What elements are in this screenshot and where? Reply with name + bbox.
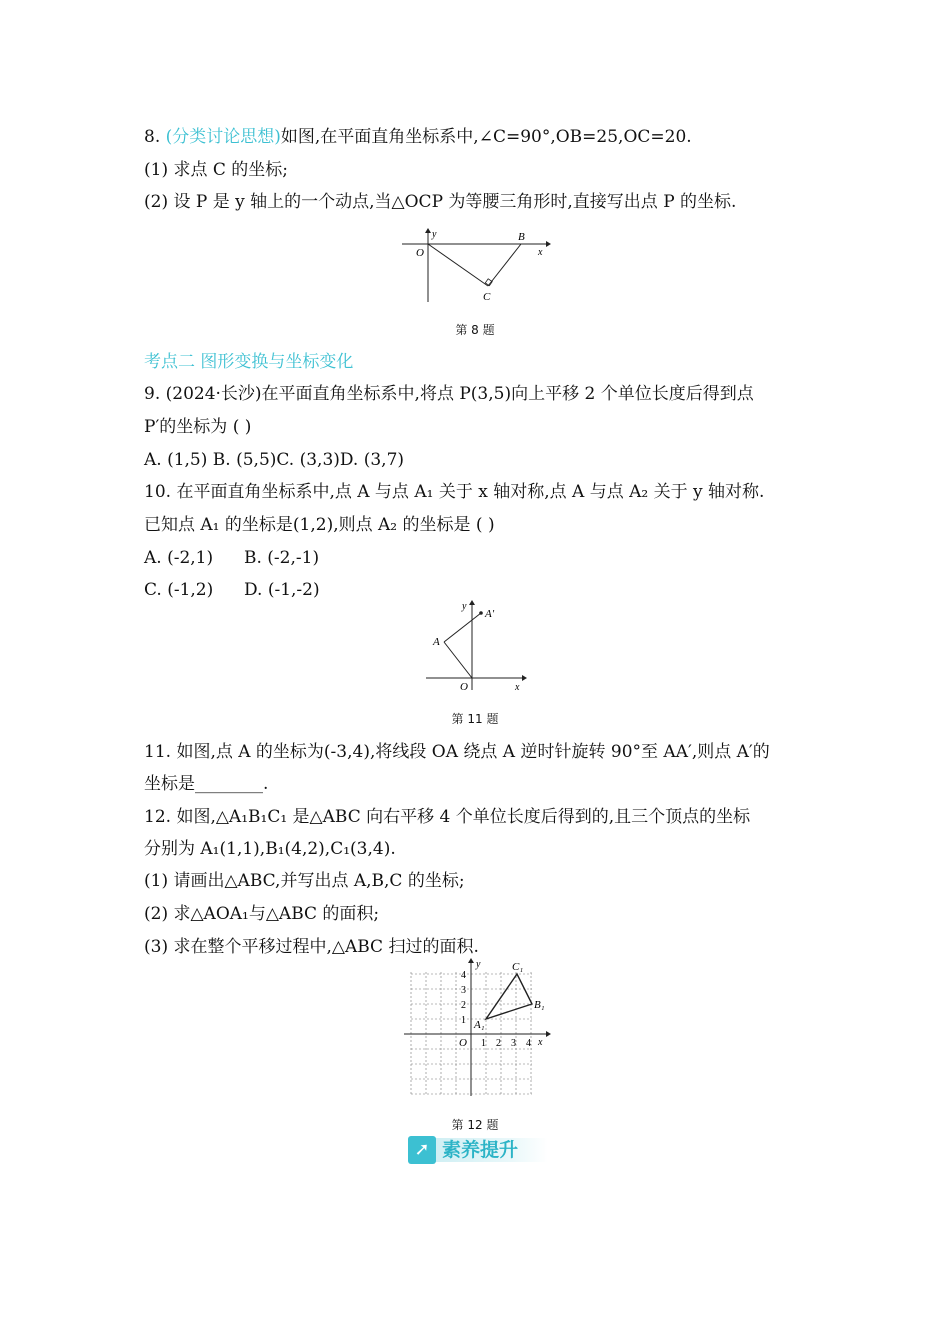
q8-x-arrow [546, 241, 551, 247]
q8-stem-line [144, 126, 692, 148]
q12-tick-x-3: 3 [511, 1038, 516, 1049]
q11-line2: 坐标是________. [144, 774, 269, 794]
fig11-label-O: O [460, 681, 468, 693]
q8-label-B: B [518, 231, 525, 243]
fig11-label-y: y [462, 601, 467, 612]
section2-title: 考点二 图形变换与坐标变化 [144, 352, 354, 372]
q12-label-y: y [476, 959, 481, 970]
q8-label-O: O [416, 247, 424, 259]
q8-number: 8. [144, 127, 161, 147]
fig11-x-arrow [522, 675, 527, 681]
q8-seg-CB [488, 244, 521, 286]
q12-tick-x-4: 4 [526, 1038, 531, 1049]
fig11-y-arrow [469, 600, 475, 605]
q12-tick-x-2: 2 [496, 1038, 501, 1049]
q8-seg-OC [428, 244, 488, 286]
q12-label-x: x [538, 1037, 543, 1048]
q8-label-x: x [538, 247, 543, 258]
fig11-label-A-prime: A′ [485, 608, 495, 620]
q8-y-arrow [425, 228, 431, 233]
q8-stem: 如图,在平面直角坐标系中,∠C=90°,OB=25,OC=20. [280, 127, 692, 147]
q8-part1: (1) 求点 C 的坐标; [144, 160, 289, 180]
q12-tick-y-4: 4 [461, 970, 466, 981]
q9-options: A. (1,5) B. (5,5)C. (3,3)D. (3,7) [144, 450, 405, 470]
q10-option-c: C. (-1,2) [144, 580, 214, 600]
q12-line1: 12. 如图,△A₁B₁C₁ 是△ABC 向右平移 4 个单位长度后得到的,且三个顶点的坐标 [144, 807, 751, 827]
q8-figure [400, 228, 550, 306]
fig11-figure [424, 598, 530, 694]
banner-title: 素养提升 [442, 1139, 519, 1161]
q12-line2: 分别为 A₁(1,1),B₁(4,2),C₁(3,4). [144, 839, 396, 859]
q10-option-b: B. (-2,-1) [244, 548, 320, 568]
q12-tick-y-3: 3 [461, 985, 466, 996]
fig11-point-A-prime [479, 611, 483, 615]
q12-label-A1: A₁ [474, 1019, 485, 1031]
q12-part1: (1) 请画出△ABC,并写出点 A,B,C 的坐标; [144, 871, 465, 891]
fig11-seg-OA [444, 642, 472, 678]
banner [408, 1136, 548, 1164]
q8-tag: (分类讨论思想) [165, 127, 281, 147]
q10-option-d: D. (-1,-2) [244, 580, 320, 600]
q12-tick-x-1: 1 [481, 1038, 486, 1049]
q10-option-a: A. (-2,1) [144, 548, 214, 568]
q12-x-arrow [546, 1031, 551, 1037]
fig11-caption: 第 11 题 [451, 712, 499, 726]
fig11-seg-AA-prime [444, 613, 481, 642]
q9-line1: 9. (2024·长沙)在平面直角坐标系中,将点 P(3,5)向上平移 2 个单位长度后得到点 [144, 384, 754, 404]
q12-label-C1: C₁ [512, 961, 524, 973]
fig11-label-A: A [433, 636, 440, 648]
q10-line2: 已知点 A₁ 的坐标是(1,2),则点 A₂ 的坐标是 ( ) [144, 515, 495, 535]
q10-options-row1 [144, 547, 319, 569]
q10-options-row2 [144, 579, 320, 601]
q12-x-ticks [481, 1038, 531, 1049]
q8-label-C: C [483, 291, 491, 303]
q12-y-ticks [461, 970, 466, 1026]
fig11-label-x: x [515, 682, 520, 693]
q11-line1: 11. 如图,点 A 的坐标为(-3,4),将线段 OA 绕点 A 逆时针旋转 90°至 AA′,则点 A′的 [144, 742, 770, 762]
q10-line1: 10. 在平面直角坐标系中,点 A 与点 A₁ 关于 x 轴对称,点 A 与点 A₂ 关于 y 轴对称. [144, 482, 765, 502]
q12-label-O: O [459, 1037, 467, 1049]
q8-part2: (2) 设 P 是 y 轴上的一个动点,当△OCP 为等腰三角形时,直接写出点 P 的坐标. [144, 192, 737, 212]
q9-line2: P′的坐标为 ( ) [144, 417, 252, 437]
q12-part3: (3) 求在整个平移过程中,△ABC 扫过的面积. [144, 937, 479, 957]
q12-y-arrow [468, 958, 474, 963]
q12-part2: (2) 求△AOA₁与△ABC 的面积; [144, 904, 380, 924]
q8-label-y: y [432, 229, 437, 240]
rocket-icon: ➚ [408, 1136, 436, 1164]
q12-grid-figure [402, 958, 552, 1098]
q12-caption: 第 12 题 [451, 1118, 499, 1132]
q8-caption: 第 8 题 [455, 323, 495, 337]
q12-tick-y-1: 1 [461, 1015, 466, 1026]
q12-label-B1: B₁ [534, 999, 545, 1011]
q12-tick-y-2: 2 [461, 1000, 466, 1011]
q12-triangle-A1B1C1 [486, 974, 532, 1019]
